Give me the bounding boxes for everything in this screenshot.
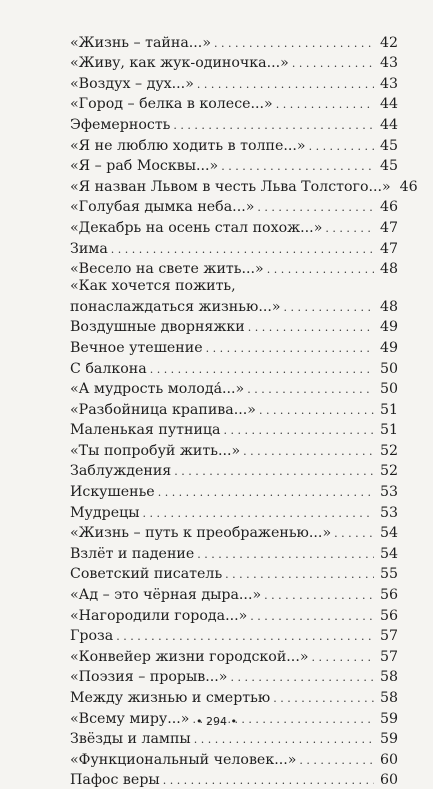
toc-entry-title: «А мудрость молода́...» xyxy=(70,381,245,398)
toc-entry xyxy=(70,31,398,52)
toc-entry-title: «Город – белка в колесе...» xyxy=(70,96,273,113)
toc-entry-title: «Ты попробуй жить...» xyxy=(70,442,241,459)
toc-entry-page: 46 xyxy=(379,199,398,216)
dot-leader xyxy=(163,772,374,789)
toc-entry-title: «Я назван Львом в честь Льва Толстого...» xyxy=(70,178,391,195)
dot-leader xyxy=(116,628,374,645)
dot-leader xyxy=(248,319,374,336)
toc-entry-title: «Разбойница крапива...» xyxy=(70,401,256,418)
toc-entry xyxy=(70,175,418,196)
toc-entry-page: 44 xyxy=(379,116,398,133)
toc-entry-title: «Декабрь на осень стал похож...» xyxy=(70,219,323,236)
toc-entry-page: 52 xyxy=(379,442,398,459)
toc-entry-title: Маленькая путница xyxy=(70,422,221,439)
toc-entry-title: «Конвейер жизни городской...» xyxy=(70,648,309,665)
toc-entry xyxy=(70,155,398,176)
toc-entry-title: Воздушные дворняжки xyxy=(70,319,245,336)
dot-leader xyxy=(197,76,374,93)
toc-entry xyxy=(70,134,398,155)
toc-entry xyxy=(70,604,398,625)
toc-entry-title: Зима xyxy=(70,240,108,257)
toc-entry-page: 57 xyxy=(379,628,398,645)
toc-entry-title: «Живу, как жук-одиночка...» xyxy=(70,55,289,72)
toc-entry-title: «Голубая дымка неба...» xyxy=(70,199,255,216)
dot-leader xyxy=(267,261,374,278)
toc-entry xyxy=(70,93,398,114)
toc-entry xyxy=(70,258,398,279)
toc-entry-page: 45 xyxy=(379,158,398,175)
toc-entry-page: 52 xyxy=(379,463,398,480)
dot-leader xyxy=(111,241,374,258)
toc-entry-page: 46 xyxy=(399,178,418,195)
toc-entry-page: 47 xyxy=(379,219,398,236)
dot-leader xyxy=(334,525,374,542)
toc-entry xyxy=(70,439,398,460)
toc-entry-page: 60 xyxy=(379,751,398,768)
toc-entry-title: «Жизнь – путь к преображенью...» xyxy=(70,525,332,542)
toc-entry-page: 53 xyxy=(379,504,398,521)
dot-leader xyxy=(309,138,374,155)
toc-entry-page: 51 xyxy=(379,401,398,418)
toc-entry-title: С балкона xyxy=(70,360,147,377)
toc-entry-page: 43 xyxy=(379,55,398,72)
toc-entry xyxy=(70,278,398,295)
toc-entry-title: Вечное утешение xyxy=(70,339,203,356)
toc-entry-page: 42 xyxy=(379,34,398,51)
toc-entry-title: Пафос веры xyxy=(70,772,160,789)
toc-entry-title: Взлёт и падение xyxy=(70,545,195,562)
toc-entry xyxy=(70,522,398,543)
toc-entry-title: «Нагородили города...» xyxy=(70,607,248,624)
toc-entry xyxy=(70,501,398,522)
toc-entry-page: 43 xyxy=(379,75,398,92)
dot-leader xyxy=(214,35,374,52)
toc-entry-page: 45 xyxy=(379,137,398,154)
toc-entry-page: 48 xyxy=(379,298,398,315)
toc-entry-title: «Ад – это чёрная дыра...» xyxy=(70,587,262,604)
dot-leader xyxy=(264,587,374,604)
dot-leader xyxy=(230,669,374,686)
dot-leader xyxy=(225,566,374,583)
toc-entry-title: «Поэзия – прорыв...» xyxy=(70,669,228,686)
toc-entry-title: Заблуждения xyxy=(70,463,172,480)
toc-entry-page: 58 xyxy=(379,669,398,686)
dot-leader xyxy=(197,546,374,563)
toc-entry xyxy=(70,196,398,217)
toc-entry-page: 54 xyxy=(379,545,398,562)
toc-entry xyxy=(70,357,398,378)
toc-entry-title: «Я – раб Москвы...» xyxy=(70,158,219,175)
toc-entry-page: 58 xyxy=(379,690,398,706)
dot-leader xyxy=(250,608,374,625)
toc-entry-page: 50 xyxy=(379,360,398,377)
toc-entry-page: 56 xyxy=(379,607,398,624)
toc-entry xyxy=(70,295,398,316)
toc-entry-title: «Воздух – дух...» xyxy=(70,75,194,92)
toc-entry-title: «Функциональный человек...» xyxy=(70,751,297,768)
dot-leader xyxy=(299,752,374,769)
toc-entry xyxy=(70,72,398,93)
toc-entry xyxy=(70,378,398,399)
dot-leader xyxy=(150,361,374,378)
toc-entry-title: Искушенье xyxy=(70,484,155,501)
dot-leader xyxy=(312,649,374,666)
toc-entry xyxy=(70,542,398,563)
table-of-contents xyxy=(70,31,418,789)
toc-entry xyxy=(70,460,398,481)
toc-entry xyxy=(70,216,398,237)
dot-leader xyxy=(143,505,374,522)
toc-entry-page: 59 xyxy=(379,731,398,748)
toc-entry xyxy=(70,336,398,357)
toc-entry xyxy=(70,316,398,337)
toc-entry-page: 60 xyxy=(379,772,398,789)
toc-entry-page: 48 xyxy=(379,261,398,278)
toc-entry xyxy=(70,769,398,789)
toc-entry-title: понаслаждаться жизнью...» xyxy=(70,298,281,315)
toc-entry xyxy=(70,645,398,666)
toc-entry-title: Звёзды и лампы xyxy=(70,731,191,748)
toc-entry xyxy=(70,480,398,501)
dot-leader xyxy=(243,443,374,460)
toc-entry-page: 53 xyxy=(379,484,398,501)
toc-entry-title: «Я не люблю ходить в толпе...» xyxy=(70,137,306,154)
dot-leader xyxy=(194,731,374,748)
dot-leader xyxy=(259,402,374,419)
toc-entry-title: Между жизнью и смертью xyxy=(70,690,271,706)
dot-leader xyxy=(224,422,374,439)
dot-leader xyxy=(247,381,374,398)
toc-entry-page: 51 xyxy=(379,422,398,439)
toc-entry xyxy=(70,666,398,687)
toc-entry-title: Советский писатель xyxy=(70,566,223,583)
toc-entry-title: Гроза xyxy=(70,628,114,645)
dot-leader xyxy=(158,484,374,501)
dot-leader xyxy=(173,117,374,134)
toc-entry-title: «Как хочется пожить, xyxy=(70,278,236,295)
dot-leader xyxy=(325,220,374,237)
toc-entry-title: Эфемерность xyxy=(70,116,171,133)
toc-entry-page: 44 xyxy=(379,96,398,113)
toc-entry-page: 57 xyxy=(379,648,398,665)
toc-entry-page: 59 xyxy=(379,710,398,727)
toc-entry xyxy=(70,113,398,134)
toc-entry xyxy=(70,583,398,604)
dot-leader xyxy=(257,199,374,216)
dot-leader xyxy=(221,158,374,175)
toc-entry-page: 54 xyxy=(379,525,398,542)
toc-entry-page: 49 xyxy=(379,319,398,336)
toc-entry xyxy=(70,398,398,419)
toc-entry xyxy=(70,563,398,584)
dot-leader xyxy=(206,340,374,357)
toc-entry-page: 55 xyxy=(379,566,398,583)
toc-entry xyxy=(70,625,398,646)
toc-entry xyxy=(70,686,398,707)
toc-entry-page: 56 xyxy=(379,587,398,604)
page-number: • 294 • xyxy=(196,715,237,728)
toc-entry-title: «Весело на свете жить...» xyxy=(70,261,264,278)
toc-entry-title: «Жизнь – тайна...» xyxy=(70,34,211,51)
toc-entry xyxy=(70,728,398,749)
toc-entry-page: 50 xyxy=(379,381,398,398)
toc-entry xyxy=(70,52,398,73)
toc-entry xyxy=(70,237,398,258)
toc-entry-page: 47 xyxy=(379,240,398,257)
toc-entry xyxy=(70,419,398,440)
toc-entry-title: Мудрецы xyxy=(70,504,140,521)
dot-leader xyxy=(276,96,374,113)
toc-entry-title: «Всему миру...» xyxy=(70,710,190,727)
dot-leader xyxy=(174,463,374,480)
toc-entry xyxy=(70,748,398,769)
dot-leader xyxy=(284,299,374,316)
dot-leader xyxy=(292,55,374,72)
dot-leader xyxy=(273,690,374,707)
toc-entry-page: 49 xyxy=(379,339,398,356)
